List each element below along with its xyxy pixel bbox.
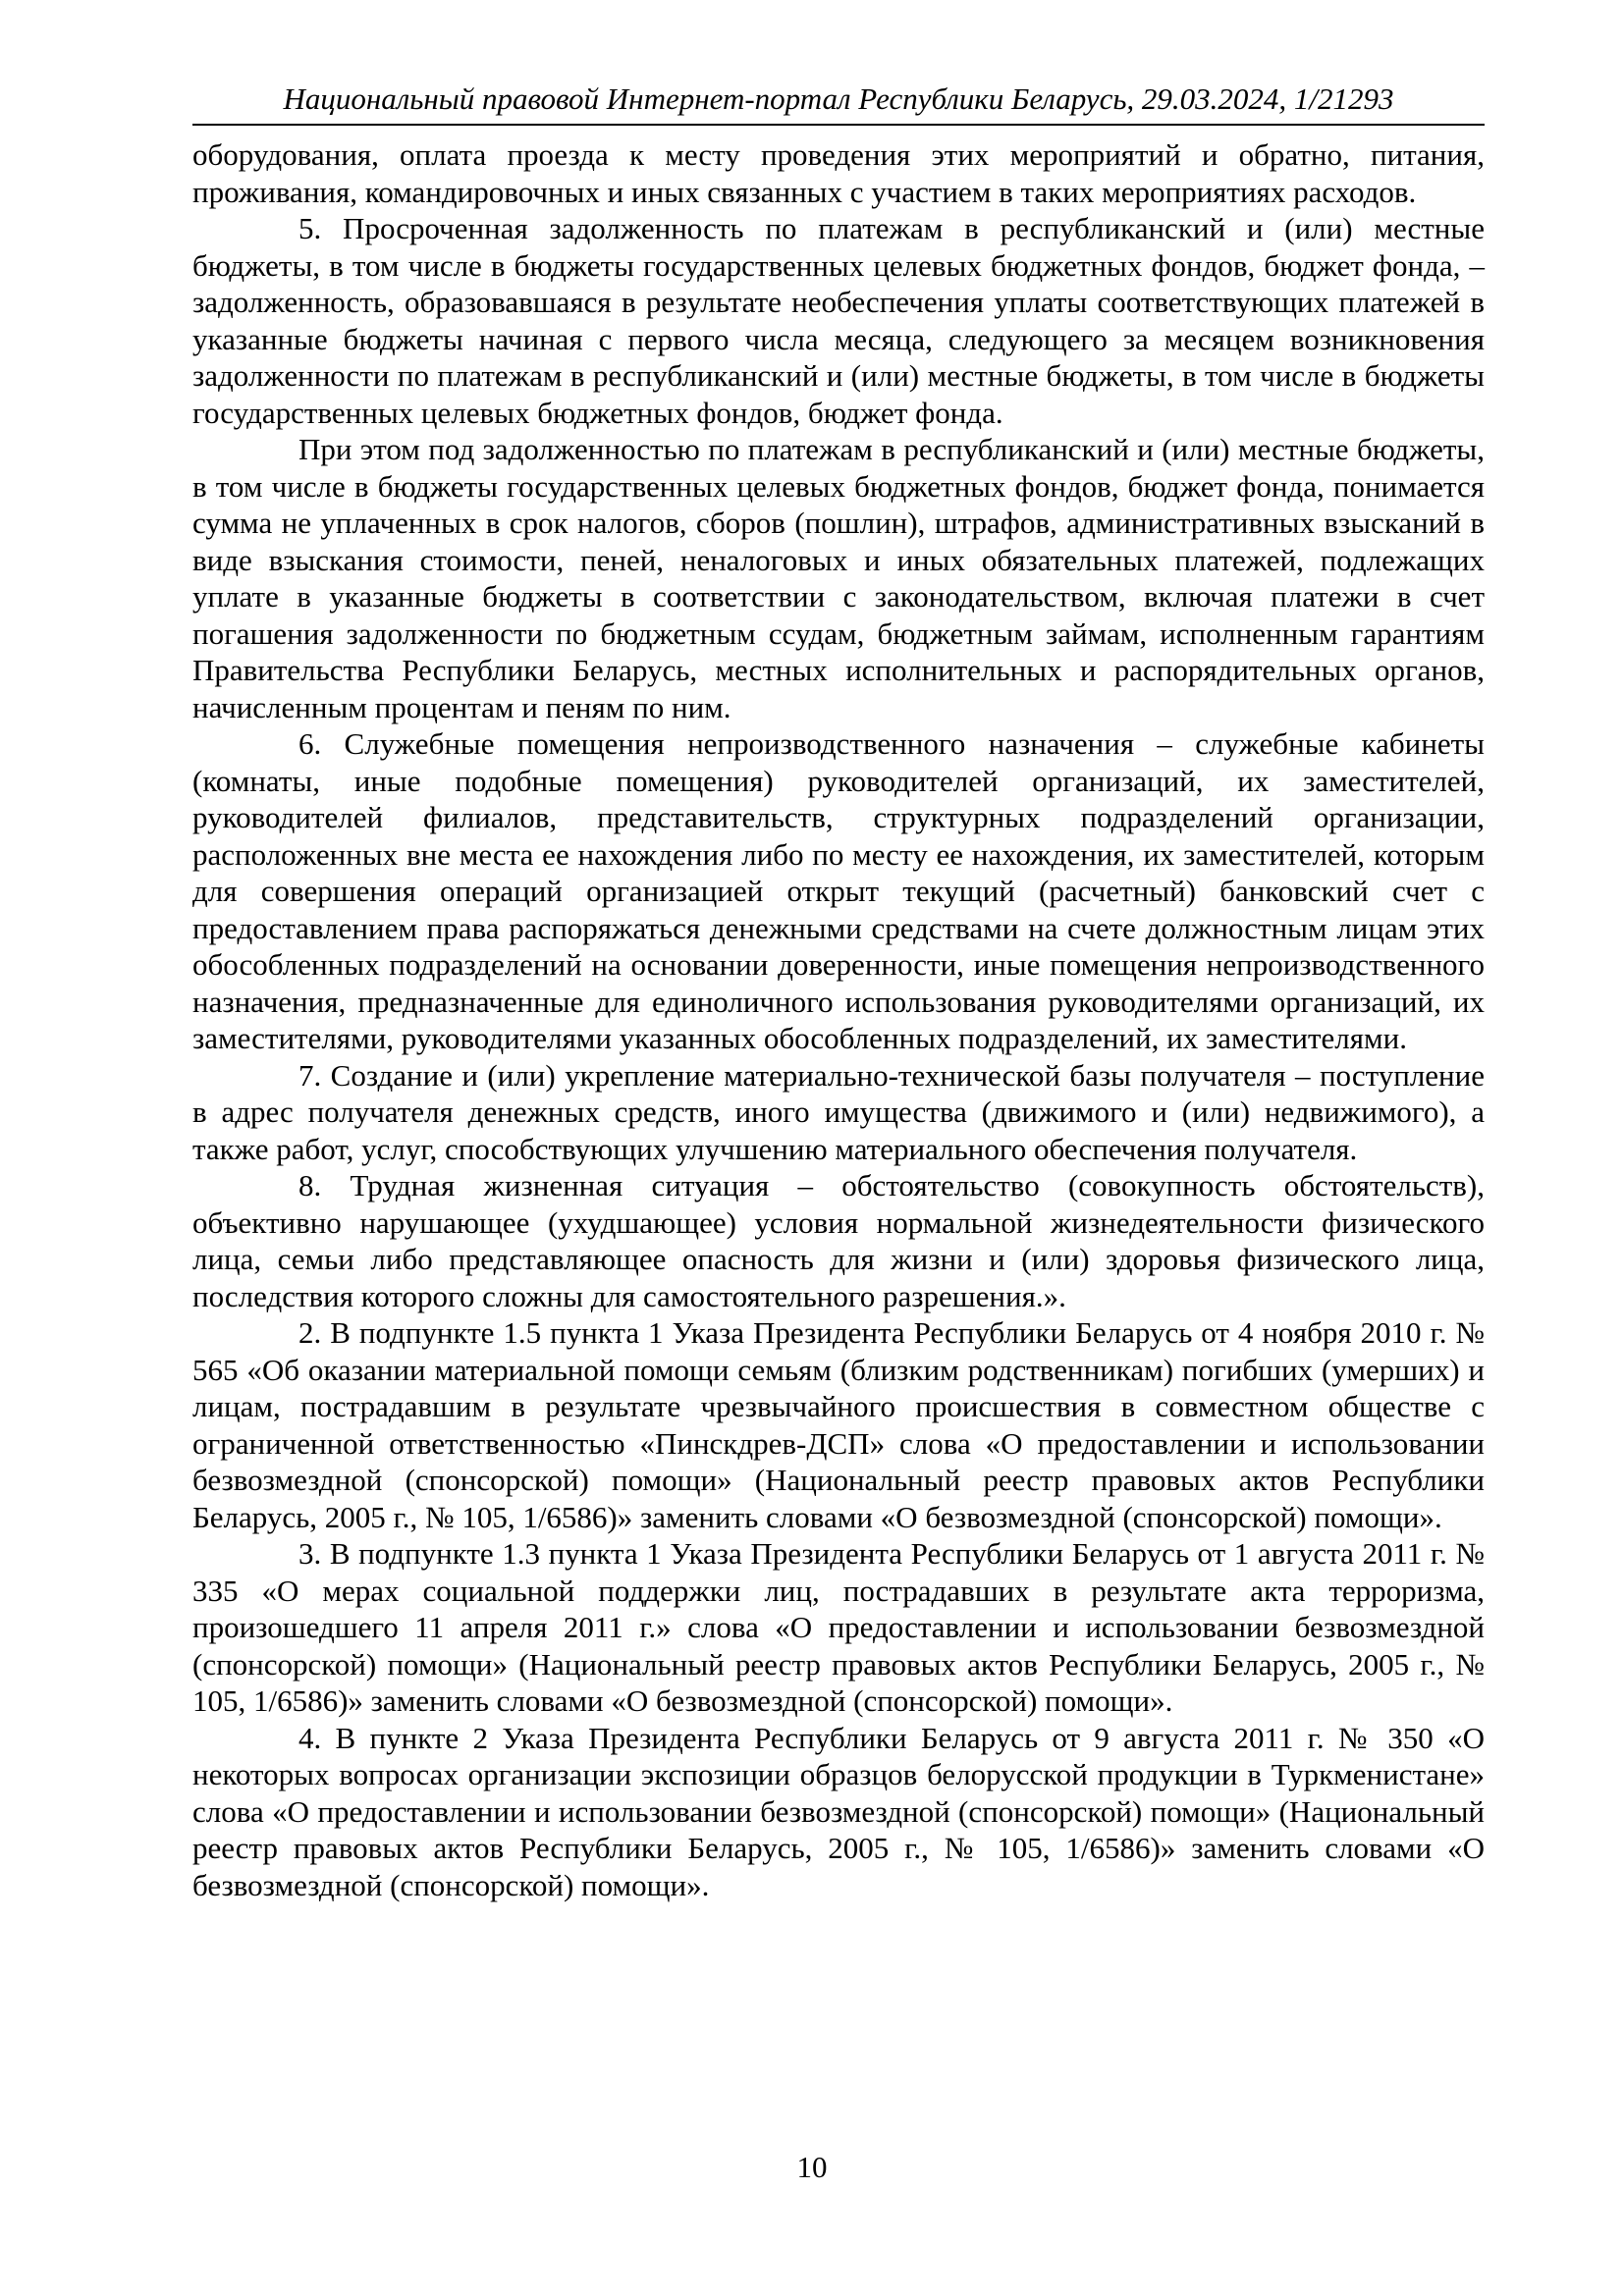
paragraph-amendment-3: 3. В подпункте 1.3 пункта 1 Указа Президента Республики Беларусь от 1 августа 2011 г. № 335 «О мерах социальной поддержки лиц, пострадавших в результате акта терроризма, произошедшего 11 апреля 2011 г.» слова «О предоставлении и использовании безвозмездной (спонсорской) помощи» (Национальный реестр правовых актов Республики Беларусь, 2005 г., № 105, 1/6586)» заменить словами «О безвозмездной (спонсорской) помощи». — [192, 1536, 1485, 1718]
paragraph-continuation: оборудования, оплата проезда к месту проведения этих мероприятий и обратно, питания, проживания, командировочных и иных связанных с участием в таких мероприятиях расходов. — [192, 137, 1485, 209]
paragraph-amendment-4: 4. В пункте 2 Указа Президента Республики Беларусь от 9 августа 2011 г. № 350 «О некоторых вопросах организации экспозиции образцов белорусской продукции в Туркменистане» слова «О предоставлении и использовании безвозмездной (спонсорской) помощи» (Национальный реестр правовых актов Республики Беларусь, 2005 г., № 105, 1/6586)» заменить словами «О безвозмездной (спонсорской) помощи». — [192, 1720, 1485, 1902]
paragraph-item-5-explanation: При этом под задолженностью по платежам в республиканский и (или) местные бюджеты, в том числе в бюджеты государственных целевых бюджетных фондов, бюджет фонда, понимается сумма не уплаченных в срок налогов, сборов (пошлин), штрафов, административных взысканий в виде взыскания стоимости, пеней, неналоговых и иных обязательных платежей, подлежащих уплате в указанные бюджеты в соответствии с законодательством, включая платежи в счет погашения задолженности по бюджетным ссудам, бюджетным займам, исполненным гарантиям Правительства Республики Беларусь, местных исполнительных и распорядительных органов, начисленным процентам и пеням по ним. — [192, 432, 1485, 724]
document-body — [192, 136, 1485, 1903]
paragraph-item-5: 5. Просроченная задолженность по платежам в республиканский и (или) местные бюджеты, в том числе в бюджеты государственных целевых бюджетных фондов, бюджет фонда, – задолженность, образовавшаяся в результате необеспечения уплаты соответствующих платежей в указанные бюджеты начиная с первого числа месяца, следующего за месяцем возникновения задолженности по платежам в республиканский и (или) местные бюджеты, в том числе в бюджеты государственных целевых бюджетных фондов, бюджет фонда. — [192, 211, 1485, 430]
paragraph-item-7: 7. Создание и (или) укрепление материально-технической базы получателя – поступление в адрес получателя денежных средств, иного имущества (движимого и (или) недвижимого), а также работ, услуг, способствующих улучшению материального обеспечения получателя. — [192, 1057, 1485, 1166]
paragraph-item-8: 8. Трудная жизненная ситуация – обстоятельство (совокупность обстоятельств), объективно нарушающее (ухудшающее) условия нормальной жизнедеятельности физического лица, семьи либо представляющее опасность для жизни и (или) здоровья физического лица, последствия которого сложны для самостоятельного разрешения.». — [192, 1168, 1485, 1313]
paragraph-item-6: 6. Служебные помещения непроизводственного назначения – служебные кабинеты (комнаты, иные подобные помещения) руководителей организаций, их заместителей, руководителей филиалов, представительств, структурных подразделений организации, расположенных вне места ее нахождения либо по месту ее нахождения, их заместителей, которым для совершения операций организацией открыт текущий (расчетный) банковский счет с предоставлением права распоряжаться денежными средствами на счете должностным лицам этих обособленных подразделений на основании доверенности, иные помещения непроизводственного назначения, предназначенные для единоличного использования руководителями организаций, их заместителями, руководителями указанных обособленных подразделений, их заместителями. — [192, 726, 1485, 1055]
page-number: 10 — [796, 2150, 828, 2184]
page-header: Национальный правовой Интернет-портал Республики Беларусь, 29.03.2024, 1/21293 — [192, 75, 1485, 126]
paragraph-amendment-2: 2. В подпункте 1.5 пункта 1 Указа Президента Республики Беларусь от 4 ноября 2010 г. № 565 «Об оказании материальной помощи семьям (близким родственникам) погибших (умерших) и лицам, пострадавшим в результате чрезвычайного происшествия в совместном обществе с ограниченной ответственностью «Пинскдрев-ДСП» слова «О предоставлении и использовании безвозмездной (спонсорской) помощи» (Национальный реестр правовых актов Республики Беларусь, 2005 г., № 105, 1/6586)» заменить словами «О безвозмездной (спонсорской) помощи». — [192, 1315, 1485, 1534]
